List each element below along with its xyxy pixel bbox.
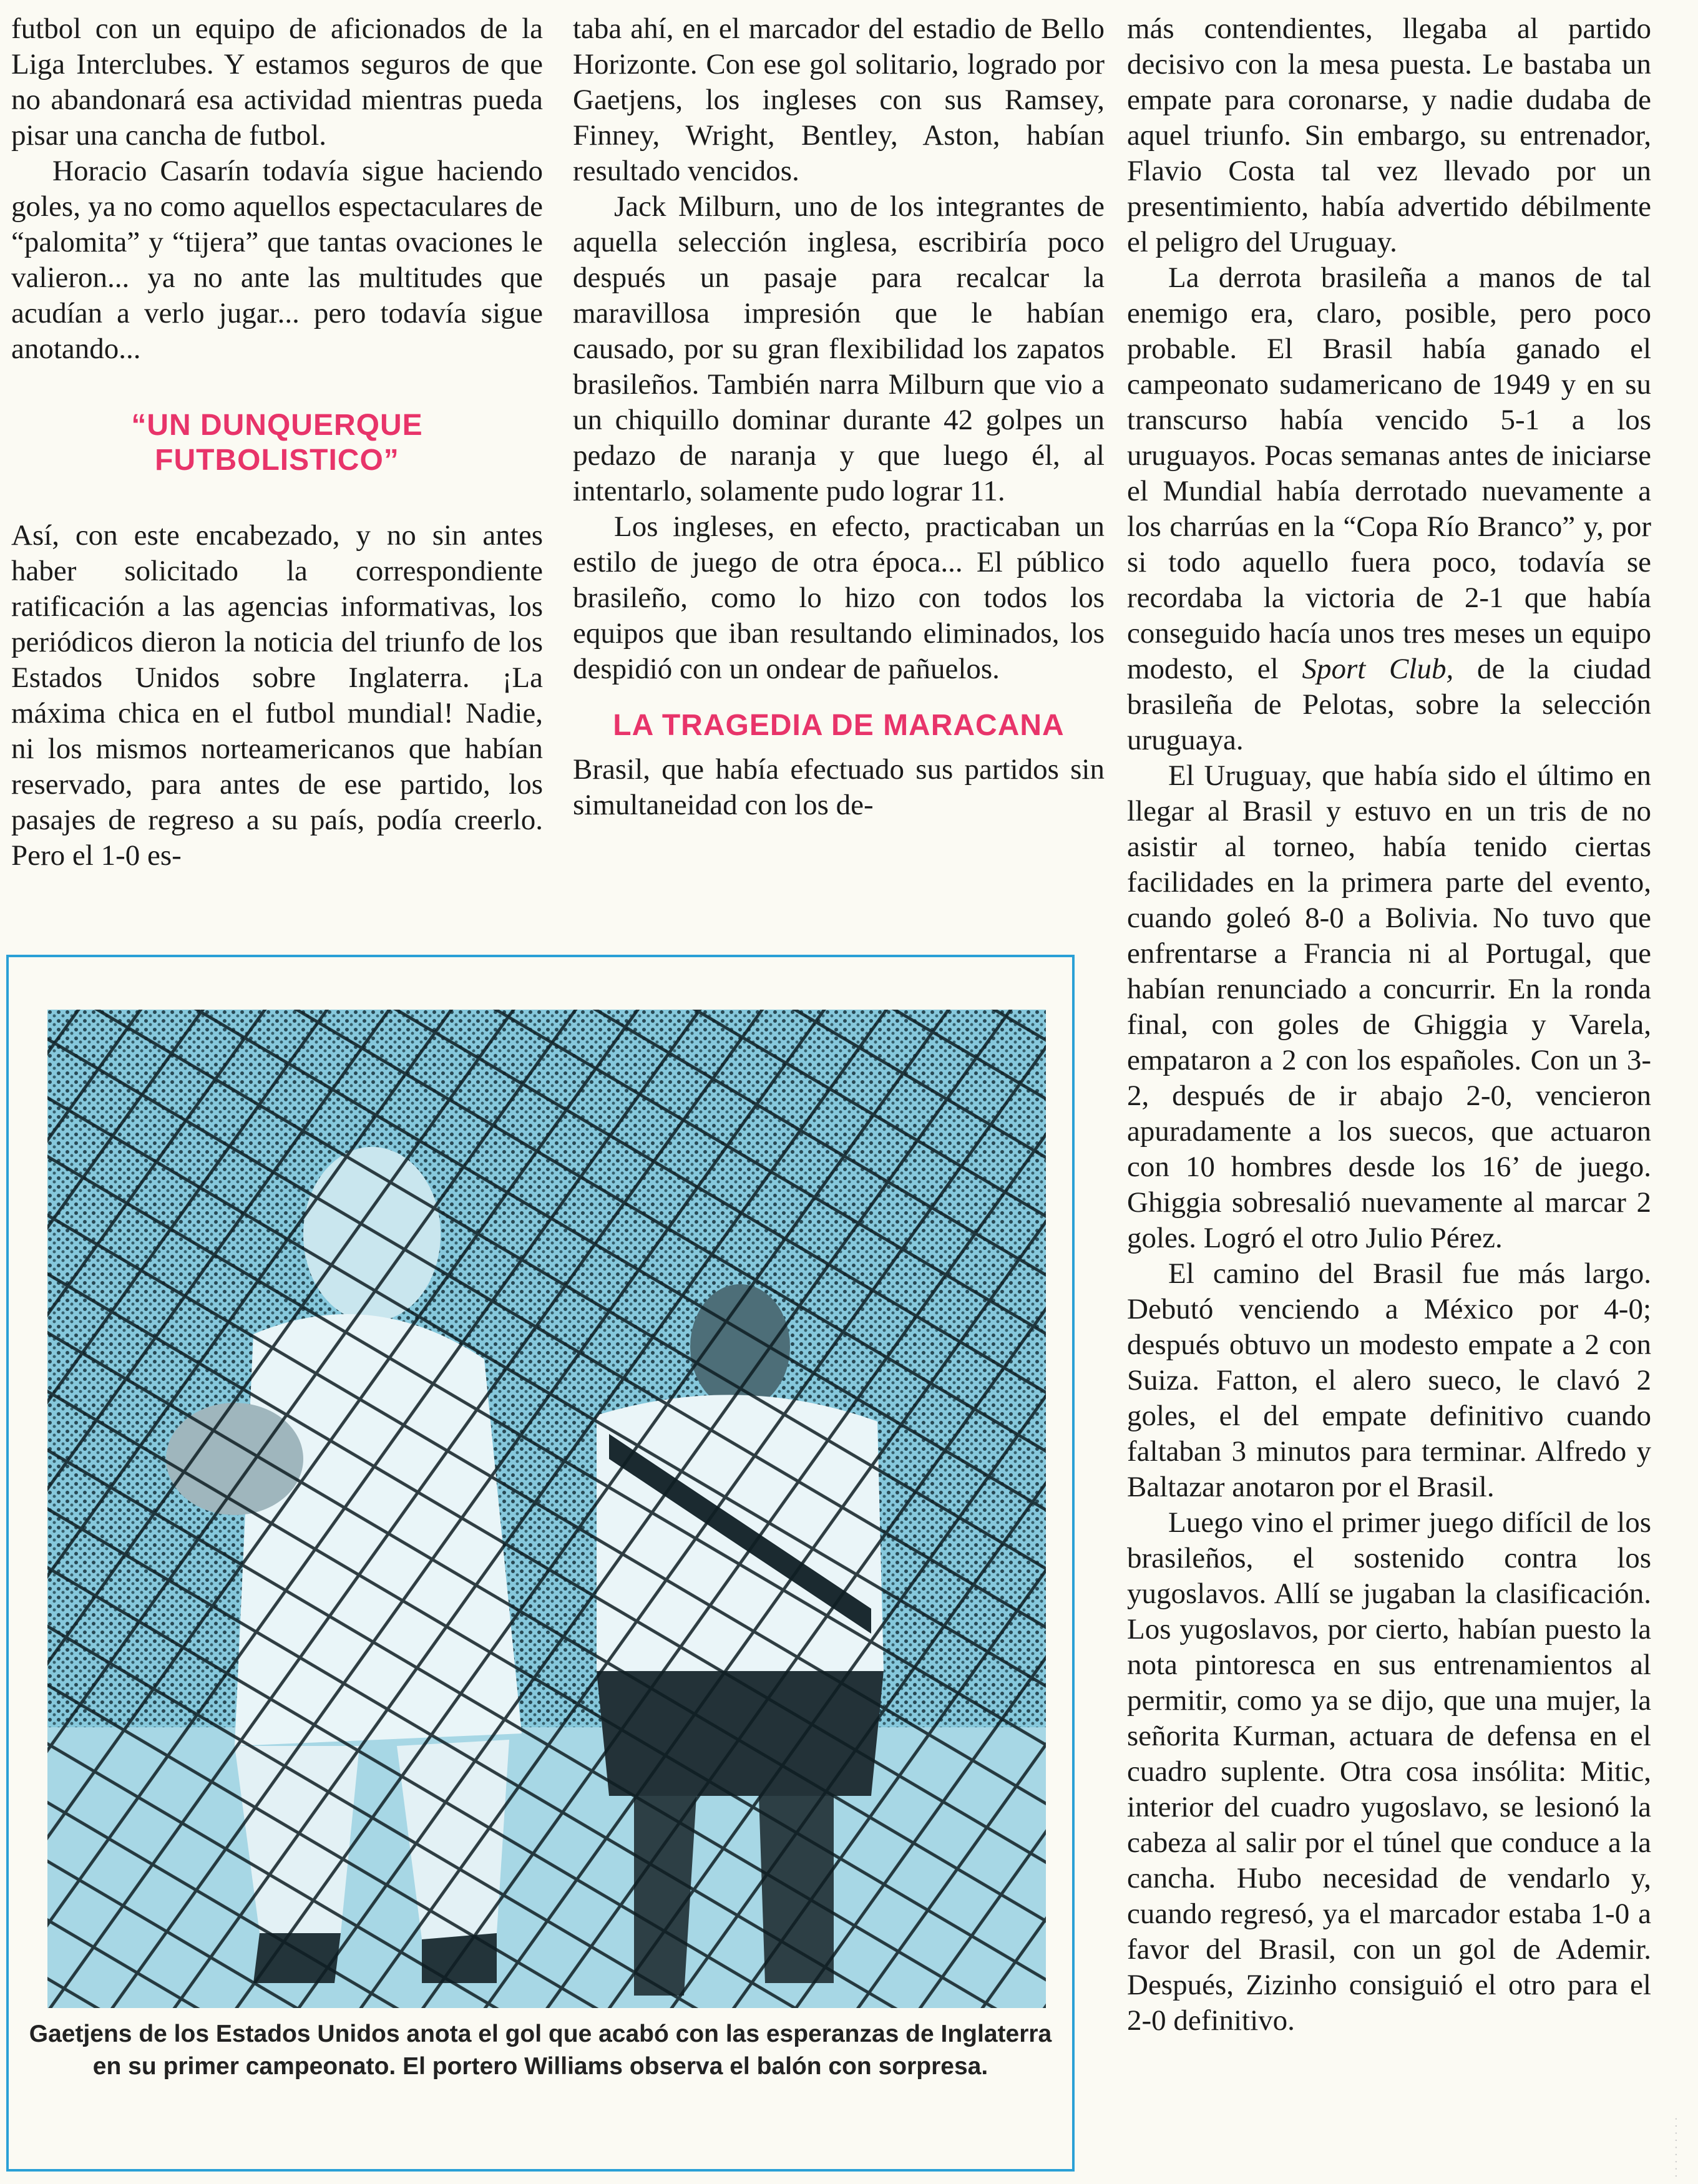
left-column — [11, 11, 543, 874]
photo-caption: Gaetjens de los Estados Unidos anota el gol que acabó con las esperanzas de Inglaterra en su primer campeonato. El portero Williams observa el balón con sorpresa. — [29, 2021, 1052, 2080]
middle-column — [573, 11, 1105, 823]
left-paragraph-3: Así, con este encabezado, y no sin antes haber solicitado la correspondiente ratificación a las agencias informativas, los periódicos dieron la noticia del triunfo de los Estados Unidos sobre Inglaterra. ¡La máxima chica en el futbol mundial! Nadie, ni los mismos norteamericanos que habían reservado, para antes de ese partido, los pasajes de regreso a su país, podía creerlo. Pero el 1-0 es- — [11, 519, 543, 872]
section-heading-dunquerque: “UN DUNQUERQUE FUTBOLISTICO” — [131, 409, 423, 477]
edge-watermark-text: · · · · · · · · · — [1670, 2117, 1683, 2178]
right-paragraph-5: Luego vino el primer juego difícil de los brasileños, el sostenido contra los yugoslavos. Allí se jugaban la clasificación. Los yugoslavos, por cierto, habían puesto la nota pintoresca en sus entrenamientos al permitir, como ya se dijo, que una mujer, la señorita Kurman, actuara de defensa en el cuadro suplente. Otra cosa insólita: Mitic, interior del cuadro yugoslavo, se lesionó la cabeza al salir por el túnel que conduce a la cancha. Hubo necesidad de vendarlo y, cuando regresó, ya el marcador estaba 1-0 a favor del Brasil, con un gol de Ademir. Después, Zizinho consiguió el otro para el 2-0 definitivo. — [1127, 1506, 1651, 2037]
middle-paragraph-2: Jack Milburn, uno de los integrantes de aquella selección inglesa, escribiría poco después un pasaje para recalcar la maravillosa impresión que le habían causado, por su gran flexibilidad los zapatos brasileños. También narra Milburn que vio a un chiquillo dominar durante 42 golpes un pedazo de naranja y que luego él, al intentarlo, solamente pudo lograr 11. — [573, 190, 1105, 507]
right-paragraph-3: El Uruguay, que había sido el último en llegar al Brasil y estuvo en un tris de no asistir al torneo, había tenido ciertas facilidades en la primera parte del evento, cuando goleó 8-0 a Bolivia. No tuvo que enfrentarse a Francia ni al Portugal, que habían renunciado a concurrir. En la ronda final, con goles de Ghiggia y Varela, empataron a 2 con los españoles. Con un 3-2, después de ir abajo 2-0, vencieron apuradamente a los suecos, que actuaron con 10 hombres desde los 16’ de juego. Ghiggia sobresalió nuevamente al marcar 2 goles. Logró el otro Julio Pérez. — [1127, 759, 1651, 1254]
section-heading-maracana: LA TRAGEDIA DE MARACANA — [613, 709, 1065, 742]
sport-club-italic: Sport Club, — [1302, 653, 1454, 685]
right-column — [1127, 11, 1651, 2039]
right-paragraph-1: más contendientes, llegaba al partido decisivo con la mesa puesta. Le bastaba un empate para coronarse, y nadie dudaba de aquel triunfo. Sin embargo, su entrenador, Flavio Costa tal vez llevado por un presentimiento, había advertido débilmente el peligro del Uruguay. — [1127, 12, 1651, 258]
right-paragraph-2-end: de la ciudad brasileña de Pelotas, sobre la selección uruguaya. — [1127, 653, 1652, 756]
middle-paragraph-4: Brasil, que había efectuado sus partidos sin simultaneidad con los de- — [573, 753, 1105, 821]
match-photo — [47, 1010, 1046, 2008]
right-paragraph-2-start: La derrota brasileña a manos de tal enemigo era, claro, posible, pero poco probable. El Brasil había ganado el campeonato sudamericano de 1949 y en su transcurso había vencido 5-1 a los uruguayos. Pocas semanas antes de iniciarse el Mundial había derrotado nuevamente a los charrúas en la “Copa Río Branco” y, por si todo aquello fuera poco, todavía se recordaba la victoria de 2-1 que había conseguido hacía unos tres meses un equipo modesto, el — [1127, 261, 1651, 685]
photo-frame — [6, 955, 1075, 2172]
goal-net — [47, 1010, 1046, 2008]
left-paragraph-1: futbol con un equipo de aficionados de la Liga Interclubes. Y estamos seguros de que no abandonará esa actividad mientras pueda pisar una cancha de futbol. — [11, 12, 543, 152]
left-paragraph-2: Horacio Casarín todavía sigue haciendo goles, ya no como aquellos espectaculares de “palomita” y “tijera” que tantas ovaciones le valieron... ya no ante las multitudes que acudían a verlo jugar... pero todavía sigue anotando... — [11, 155, 543, 365]
right-paragraph-4: El camino del Brasil fue más largo. Debutó venciendo a México por 4-0; después obtuvo un modesto empate a 2 con Suiza. Fatton, el alero sueco, le clavó 2 goles, el del empate definitivo cuando faltaban 3 minutos para terminar. Alfredo y Baltazar anotaron por el Brasil. — [1127, 1257, 1651, 1503]
right-paragraph-2 — [1127, 260, 1651, 758]
middle-paragraph-3: Los ingleses, en efecto, practicaban un estilo de juego de otra época... El público brasileño, como lo hizo con todos los equipos que iban resultando eliminados, los despidió con un ondear de pañuelos. — [573, 510, 1105, 685]
middle-paragraph-1: taba ahí, en el marcador del estadio de Bello Horizonte. Con ese gol solitario, logrado por Gaetjens, los ingleses con sus Ramsey, Finney, Wright, Bentley, Aston, habían resultado vencidos. — [573, 12, 1105, 187]
